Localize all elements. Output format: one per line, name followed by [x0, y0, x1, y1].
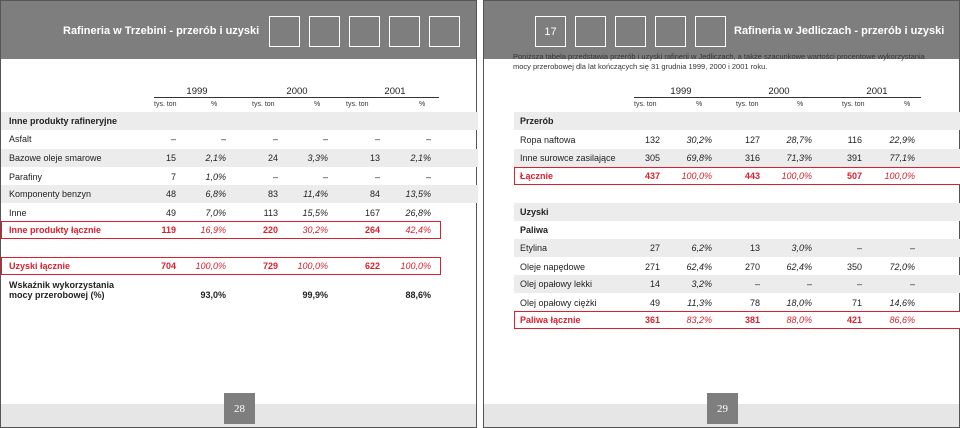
- cell: 100,0%: [297, 261, 328, 271]
- left-page-title: Rafineria w Trzebini - przerób i uzyski: [63, 25, 260, 37]
- cell: –: [856, 279, 862, 289]
- cell: 28,7%: [786, 135, 812, 145]
- cell: 13,5%: [405, 189, 431, 199]
- cell: 729: [262, 261, 278, 271]
- cell: 7: [170, 172, 176, 182]
- row-label: Oleje napędowe: [520, 262, 586, 272]
- page-number: 29: [707, 393, 738, 424]
- row-label: Inne produkty łącznie: [9, 225, 102, 235]
- unit-header: tys. ton: [842, 101, 865, 108]
- header-box: [389, 16, 420, 47]
- cell: –: [322, 172, 328, 182]
- header-box: [429, 16, 460, 47]
- left-page: [0, 0, 477, 428]
- cell: –: [856, 243, 862, 253]
- cell: 71: [851, 298, 862, 308]
- year-header: 2000: [286, 86, 308, 97]
- cell: 83: [267, 189, 278, 199]
- cell: 11,4%: [303, 189, 328, 199]
- row-label: Łącznie: [520, 171, 554, 181]
- cell: 127: [744, 135, 760, 145]
- cell: 421: [846, 315, 862, 325]
- year-header: 2001: [866, 86, 888, 97]
- cell: 622: [364, 261, 380, 271]
- unit-header: tys. ton: [634, 101, 657, 108]
- cell: 15,5%: [302, 208, 328, 218]
- row-label: Uzyski łącznie: [9, 261, 71, 271]
- cell: 62,4%: [786, 262, 812, 272]
- cell: 507: [846, 171, 862, 181]
- header-box: [655, 16, 686, 47]
- cell: 78: [749, 298, 760, 308]
- intro-paragraph: Poniższa tabela przedstawia przerób i uzyski rafinerii w Jedliczach, a także szacunkowe wartości procentowe wykorzystania mocy przerobowej dla lat kończących się 31 grudnia 1999, 2000 i 2001 roku.: [513, 52, 925, 71]
- cell: –: [272, 134, 278, 144]
- cell: 271: [644, 262, 660, 272]
- cell: 116: [847, 135, 862, 145]
- section-header: Przerób: [520, 116, 554, 126]
- cell: 2,1%: [205, 153, 226, 163]
- cell: 71,3%: [786, 153, 812, 163]
- cell: 93,0%: [200, 290, 226, 300]
- section-header: Uzyski: [520, 207, 549, 217]
- cell: –: [909, 243, 915, 253]
- cell: 113: [263, 208, 278, 218]
- cell: 100,0%: [781, 171, 812, 181]
- header-box: [615, 16, 646, 47]
- cell: 316: [744, 153, 760, 163]
- cell: 305: [644, 153, 660, 163]
- unit-header: %: [797, 101, 804, 108]
- right-header-bar: [484, 1, 959, 59]
- unit-header: %: [904, 101, 911, 108]
- subsection-header: Paliwa: [520, 225, 549, 235]
- left-header-bar: [1, 1, 476, 59]
- section-header-band: [514, 203, 960, 221]
- row-label: Wskaźnik wykorzystania: [9, 280, 115, 290]
- cell: 443: [744, 171, 760, 181]
- row-label: Bazowe oleje smarowe: [9, 153, 102, 163]
- row-label: Olej opałowy ciężki: [520, 298, 597, 308]
- cell: 361: [644, 315, 660, 325]
- header-box: [575, 16, 606, 47]
- cell: –: [170, 134, 176, 144]
- cell: 84: [369, 189, 380, 199]
- unit-header: tys. ton: [346, 101, 369, 108]
- header-box: [269, 16, 300, 47]
- cell: 49: [165, 208, 176, 218]
- row-label: Inne surowce zasilające: [520, 153, 616, 163]
- year-underline: [154, 97, 439, 98]
- cell: –: [754, 279, 760, 289]
- cell: 42,4%: [405, 225, 431, 235]
- row-label: Komponenty benzyn: [9, 189, 92, 199]
- cell: 86,6%: [889, 315, 915, 325]
- cell: 27: [649, 243, 660, 253]
- cell: 22,9%: [889, 135, 915, 145]
- cell: 77,1%: [889, 153, 915, 163]
- cell: 132: [644, 135, 660, 145]
- cell: –: [322, 134, 328, 144]
- unit-header: tys. ton: [736, 101, 759, 108]
- unit-header: %: [419, 101, 426, 108]
- cell: 100,0%: [884, 171, 915, 181]
- cell: 119: [161, 225, 176, 235]
- cell: 6,8%: [205, 189, 226, 199]
- cell: 220: [262, 225, 278, 235]
- unit-header: tys. ton: [154, 101, 177, 108]
- cell: 62,4%: [686, 262, 712, 272]
- header-box: [349, 16, 380, 47]
- cell: 26,8%: [405, 208, 431, 218]
- page-number: 28: [224, 393, 255, 424]
- cell: 49: [649, 298, 660, 308]
- cell: –: [425, 172, 431, 182]
- cell: 3,0%: [791, 243, 812, 253]
- cell: 69,8%: [686, 153, 712, 163]
- cell: 99,9%: [302, 290, 328, 300]
- cell: 13: [749, 243, 760, 253]
- cell: –: [220, 134, 226, 144]
- cell: 100,0%: [195, 261, 226, 271]
- cell: –: [425, 134, 431, 144]
- unit-header: tys. ton: [252, 101, 275, 108]
- cell: –: [374, 134, 380, 144]
- cell: 3,3%: [307, 153, 328, 163]
- row-label: Paliwa łącznie: [520, 315, 581, 325]
- cell: 14,6%: [889, 298, 915, 308]
- cell: 437: [644, 171, 660, 181]
- cell: 24: [267, 153, 278, 163]
- cell: 15: [165, 153, 176, 163]
- right-page: [483, 0, 960, 428]
- cell: 350: [846, 262, 862, 272]
- cell: 2,1%: [410, 153, 431, 163]
- header-box: [695, 16, 726, 47]
- cell: 381: [744, 315, 760, 325]
- cell: 13: [369, 153, 380, 163]
- cell: 30,2%: [302, 225, 328, 235]
- section-header-band: [514, 112, 960, 130]
- section-header: Inne produkty rafineryjne: [9, 116, 118, 126]
- row-label: Etylina: [520, 243, 548, 253]
- year-header: 1999: [186, 86, 208, 97]
- cell: –: [909, 279, 915, 289]
- row-label: Asfalt: [9, 134, 32, 144]
- row-label: mocy przerobowej (%): [9, 290, 105, 300]
- cell: 72,0%: [889, 262, 915, 272]
- cell: –: [806, 279, 812, 289]
- cell: 16,9%: [200, 225, 226, 235]
- cell: 264: [364, 225, 380, 235]
- cell: 88,6%: [405, 290, 431, 300]
- unit-header: %: [314, 101, 321, 108]
- cell: 48: [165, 189, 176, 199]
- row-label: Parafiny: [9, 172, 43, 182]
- cell: 7,0%: [205, 208, 226, 218]
- cell: 270: [744, 262, 760, 272]
- header-box: [309, 16, 340, 47]
- cell: –: [272, 172, 278, 182]
- year-header: 2000: [768, 86, 790, 97]
- year-underline: [634, 97, 921, 98]
- cell: 100,0%: [400, 261, 431, 271]
- cell: 14: [649, 279, 660, 289]
- cell: 30,2%: [686, 135, 712, 145]
- cell: 167: [364, 208, 380, 218]
- cell: –: [374, 172, 380, 182]
- row-label: Inne: [9, 208, 27, 218]
- year-header: 2001: [384, 86, 406, 97]
- cell: 6,2%: [691, 243, 712, 253]
- cell: 3,2%: [691, 279, 712, 289]
- cell: 704: [160, 261, 176, 271]
- cell: 100,0%: [681, 171, 712, 181]
- unit-header: %: [696, 101, 703, 108]
- cell: 18,0%: [786, 298, 812, 308]
- row-label: Ropa naftowa: [520, 135, 576, 145]
- cell: 88,0%: [786, 315, 812, 325]
- cell: 1,0%: [205, 172, 226, 182]
- section-number-box: 17: [535, 16, 566, 47]
- cell: 83,2%: [686, 315, 712, 325]
- row-label: Olej opałowy lekki: [520, 279, 593, 289]
- unit-header: %: [211, 101, 218, 108]
- right-page-title: Rafineria w Jedliczach - przerób i uzyski: [734, 25, 945, 37]
- cell: 11,3%: [687, 298, 712, 308]
- year-header: 1999: [670, 86, 692, 97]
- cell: 391: [846, 153, 862, 163]
